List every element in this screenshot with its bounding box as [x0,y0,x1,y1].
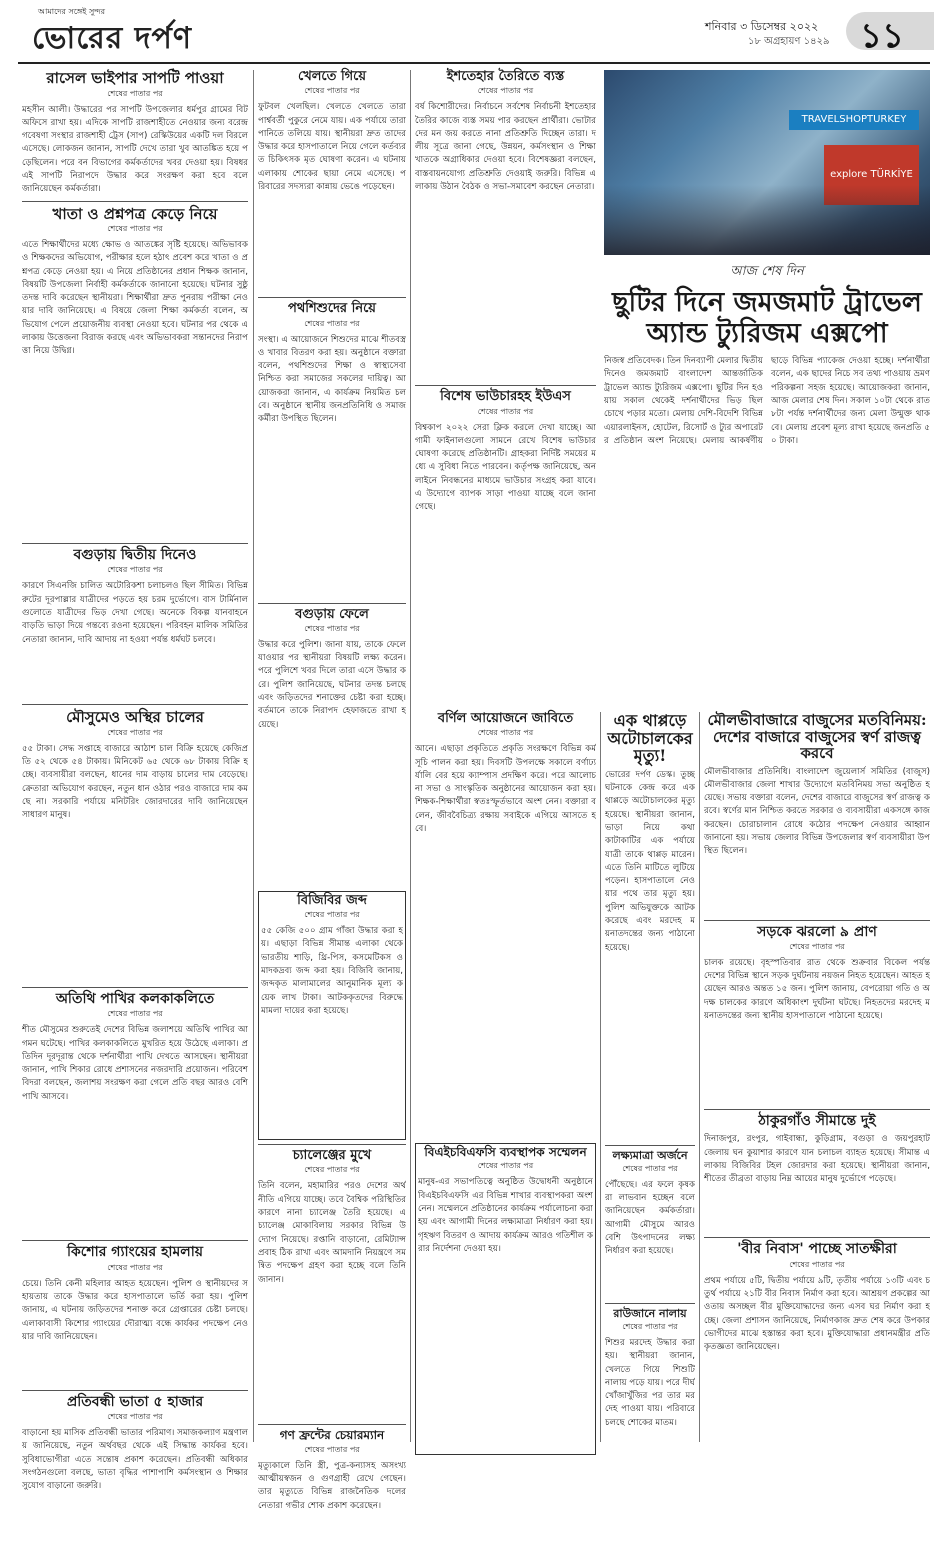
continued-label: শেষের পাতার পর [304,86,360,96]
column-rule [410,70,411,1442]
boxed-article [415,1143,596,1455]
column-4 [605,712,695,1493]
article-body: উদ্ধার করে পুলিশ। জানা যায়, তাকে ফেলে যাওয়ার পর স্থানীয়রা বিষয়টি লক্ষ্য করেন। পরে পুলিশে খবর দিলে তারা এসে উদ্ধার করে। পুলিশ জানিয়েছে, ঘটনার তদন্ত চলছে এবং জড়িতদের শনাক্তের চেষ্টা করা হচ্ছে। বর্তমানে তাকে নিরাপদ হেফাজতে রাখা হয়েছে। [258,639,406,730]
divider [258,1424,406,1425]
article-body: বিশ্বকাপ ২০২২ সেরা ক্লিক করলে দেখা যাচ্ছে। আগামী ফাইনালগুলো সামনে রেখে বিশেষ ভাউচার ঘোষণা করেছে প্রতিষ্ঠানটি। গ্রাহকরা নির্দিষ্ট সময়ের মধ্যে এ সুবিধা নিতে পারবেন। কর্তৃপক্ষ জানিয়েছে, অনলাইনে নিবন্ধনের মাধ্যমে ভাউচার সংগ্রহ করা যাবে। এ উদ্যোগে ব্যাপক সাড়া পাওয়া যাচ্ছে বলে জানা গেছে। [415,422,596,513]
divider [258,297,406,298]
continued-label: শেষের পাতার পর [477,1161,534,1171]
article-body: বাড়ানো হয় মাসিক প্রতিবন্ধী ভাতার পরিমাণ। সমাজকল্যাণ মন্ত্রণালয় জানিয়েছে, নতুন অর্থবছর থেকে এই সিদ্ধান্ত কার্যকর হবে। সুবিধাভোগীরা এতে সন্তোষ প্রকাশ করেছেন। প্রতিবন্ধী অধিকার সংগঠনগুলো বলছে, ভাতা বৃদ্ধির পাশাপাশি কর্মসংস্থান ও শিক্ষার সুযোগ বাড়ানো জরুরি। [22,1428,248,1492]
article-body: আনে। এছাড়া প্রকৃতিতে প্রকৃতি সংরক্ষণে বিভিন্ন কর্মসূচি পালন করা হয়। দিবসটি উপলক্ষে সকালে বর্ণাঢ্য র্যালি বের হয়ে ক্যাম্পাস প্রদক্ষিণ করে। পরে আলোচনা সভা ও সাংস্কৃতিক অনুষ্ঠানের আয়োজন করা হয়। শিক্ষক-শিক্ষার্থীরা স্বতঃস্ফূর্তভাবে অংশ নেন। বক্তারা বলেন, জীববৈচিত্র্য রক্ষায় সবাইকে এগিয়ে আসতে হবে। [415,744,596,835]
article-body: সংস্থা। এ আয়োজনে শিশুদের মাঝে শীতবস্ত্র ও খাবার বিতরণ করা হয়। অনুষ্ঠানে বক্তারা বলেন, পথশিশুদের শিক্ষা ও স্বাস্থ্যসেবা নিশ্চিত করা সমাজের সকলের দায়িত্ব। আয়োজকরা জানান, এ কার্যক্রম নিয়মিত চলবে। অনুষ্ঠানে স্থানীয় জনপ্রতিনিধি ও সমাজকর্মীরা উপস্থিত ছিলেন। [258,334,406,425]
headline: পথশিশুদের নিয়ে [288,301,376,317]
continued-label: শেষের পাতার পর [107,88,163,98]
headline: লক্ষ্যমাত্রা অর্জনে [612,1148,688,1162]
masthead-divider [18,62,930,64]
divider [22,987,248,988]
lead-body: নিজস্ব প্রতিবেদক। তিন দিনব্যাপী মেলার দ্বিতীয় দিনেও জমজমাট বাংলাদেশ আন্তর্জাতিক ট্রাভেল অ্যান্ড ট্যুরিজম এক্সপো। ছুটির দিন হওয়ায় সকাল থেকেই দর্শনার্থীদের ভিড় ছিল চোখে পড়ার মতো। মেলায় দেশি-বিদেশি বিভিন্ন এয়ারলাইনস, হোটেল, রিসোর্ট ও ট্যুর অপারেটর প্রতিষ্ঠান অংশ নিয়েছে। মেলায় আকর্ষণীয় ছাড়ে বিভিন্ন প্যাকেজ দেওয়া হচ্ছে। দর্শনার্থীরা বলেন, এক ছাদের নিচে সব তথ্য পাওয়ায় ভ্রমণ পরিকল্পনা সহজ হয়েছে। আয়োজকরা জানান, আজ মেলার শেষ দিন। সকাল ১০টা থেকে রাত ৮টা পর্যন্ত দর্শনার্থীদের জন্য মেলা উন্মুক্ত থাকবে। মেলায় প্রবেশ মূল্য রাখা হয়েছে জনপ্রতি ৫০ টাকা। [604,356,930,446]
continued-label: শেষের পাতার পর [622,1163,678,1173]
continued-label: শেষের পাতার পর [107,224,163,233]
article-body: ৫৫ টাকা। সেদ্ধ সপ্তাহে বাজারে আঠাশ চাল বিক্রি হয়েছে কেজিপ্রতি ৫২ থেকে ৫৪ টাকায়। মিনিকেট ৬৫ থেকে ৬৮ টাকায় বিক্রি হচ্ছে। ব্যবসায়ীরা বলছেন, ধানের দাম বাড়ায় চালের দাম বেড়েছে। ক্রেতারা অভিযোগ করছেন, নতুন ধান ওঠার পরও বাজারে দাম কমছে না। সরকারি পর্যায়ে মনিটরিং জোরদারের দাবি জানিয়েছেন সাধারণ মানুষ। [22,743,248,821]
headline: এক থাপ্পড়ে অটোচালকের মৃত্যু! [607,711,693,766]
continued-label: শেষের পাতার পর [477,86,534,96]
headline: ঠাকুরগাঁও সীমান্তে দুই [758,1112,876,1129]
headline: খেলতে গিয়ে [297,69,367,84]
headline: বিএইচবিএফসি ব্যবস্থাপক সম্মেলন [424,1145,587,1160]
divider [704,1237,930,1238]
article-body: শিশুর মরদেহ উদ্ধার করা হয়। স্থানীয়রা জানান, খেলতে গিয়ে শিশুটি নালায় পড়ে যায়। পরে দীর্ঘ খোঁজাখুঁজির পর তার মরদেহ পাওয়া যায়। পরিবারে চলছে শোকের মাতম। [605,1337,695,1428]
column-rule [699,712,700,1442]
article-body: চেয়ে। তিনি কেনী মহিলার আহত হয়েছেন। পুলিশ ও স্থানীয়দের সহায়তায় তাকে উদ্ধার করে হাসপাতালে ভর্তি করা হয়। পুলিশ জানায়, এ ঘটনায় জড়িতদের শনাক্ত করে গ্রেপ্তারের চেষ্টা চলছে। এলাকাবাসী কিশোর গ্যাংয়ের দৌরাত্ম্য বন্ধে কার্যকর পদক্ষেপ নেওয়ার দাবি জানিয়েছেন। [22,1278,248,1342]
divider [22,1240,248,1241]
lead-headline: ছুটির দিনে জমজমাট ট্রাভেল অ্যান্ড ট্যুরিজম এক্সপো [612,287,922,350]
divider [704,920,930,921]
newspaper-logo: ভোরের দর্পণ [32,21,192,56]
continued-label: শেষের পাতার পর [304,910,360,920]
continued-label: শেষের পাতার পর [304,1444,360,1454]
headline: বগুড়ায় ফেলে [295,606,369,622]
divider [258,603,406,604]
headline: রাউজানে নালায় [613,1306,687,1320]
continued-label: শেষের পাতার পর [789,941,845,951]
headline: রাসেল ভাইপার সাপটি পাওয়া [46,69,224,87]
column-rule [600,712,601,1442]
date-bangla: ১৮ অগ্রহায়ণ ১৪২৯ [748,36,830,47]
headline: অতিথি পাখির কলকাকলিতে [55,990,215,1007]
article-body: মৃত্যুকালে তিনি স্ত্রী, পুত্র-কন্যাসহ অসংখ্য আত্মীয়স্বজন ও গুণগ্রাহী রেখে গেছেন। তার মৃত্যুতে বিভিন্ন রাজনৈতিক দলের নেতারা গভীর শোক প্রকাশ করেছেন। [258,1460,406,1511]
column-3 [415,70,596,690]
article-body: মহসীন আলী। উদ্ধারের পর সাপটি উপজেলার ধর্মপুর গ্রামের বিট অফিসে রাখা হয়। এদিকে সাপটি রাজশাহীতে নেওয়ার জন্য বরেন্দ্র গবেষণা সংস্থার রাজশাহী ট্রেস (সাপ) রেস্কিউয়ের একটি দল বিরলে এসেছে। লোকজন জানান, সাপটি দেখে তারা খুব আতঙ্কিত হয়ে পড়েছিলেন। পরে বন বিভাগের কর্মকর্তাদের খবর দেওয়া হয়। বিষধর এই সাপটি নিরাপদে উদ্ধার করে সংরক্ষণ করা হবে বলে জানিয়েছেন কর্মকর্তারা। [22,104,248,195]
continued-label: শেষের পাতার পর [477,406,534,416]
continued-label: শেষের পাতার পর [107,565,163,575]
headline: মৌসুমেও অস্থির চালের [66,708,204,727]
masthead [0,0,945,60]
tagline: আমাদের সঙ্গেই সুন্দর [38,7,106,16]
article-body: বর্ষ কিশোরীদের। নির্বাচনে সর্বশেষ নির্বাচনী ইশতেহার তৈরির কাজে ব্যস্ত সময় পার করছেন প্রার্থীরা। ভোটারদের মন জয় করতে নানা প্রতিশ্রুতি দিচ্ছেন তারা। দলীয় সূত্রে জানা গেছে, উন্নয়ন, কর্মসংস্থান ও শিক্ষা খাতকে অগ্রাধিকার দেওয়া হবে। বিশেষজ্ঞরা বলছেন, বাস্তবায়নযোগ্য প্রতিশ্রুতি দেওয়াই জরুরি। বিভিন্ন এলাকায় উঠান বৈঠক ও সভা-সমাবেশ করছেন নেতারা। [415,102,596,193]
headline: বর্ণিল আয়োজনে জাবিতে [437,711,574,726]
divider [704,1109,930,1110]
column-3-lower [415,712,596,1455]
lead-story [604,262,930,675]
article-body: ফুটবল খেলছিল। খেলতে খেলতে তারা পার্শ্ববর্তী পুকুরে নেমে যায়। এক পর্যায়ে তারা পানিতে তলিয়ে যায়। স্থানীয়রা দ্রুত তাদের উদ্ধার করে হাসপাতালে নিয়ে গেলে কর্তব্যরত চিকিৎসক মৃত ঘোষণা করেন। এ ঘটনায় এলাকায় শোকের ছায়া নেমে এসেছে। পরিবারের সদস্যরা কান্নায় ভেঙে পড়েছেন। [258,102,406,193]
divider [415,385,596,386]
continued-label: শেষের পাতার পর [304,1165,360,1175]
divider [22,543,248,544]
continued-label: শেষের পাতার পর [107,1262,163,1272]
continued-label: শেষের পাতার পর [622,1321,678,1331]
column-5 [704,712,930,1475]
divider [22,704,248,705]
headline: সড়কে ঝরলো ৯ প্রাণ [757,923,877,940]
article-body: প্রথম পর্যায়ে ৫টি, দ্বিতীয় পর্যায়ে ৯টি, তৃতীয় পর্যায়ে ১৩টি এবং চতুর্থ পর্যায়ে ২১টি বীর নিবাস নির্মাণ করা হবে। আশ্রয়ণ প্রকল্পের আওতায় অসচ্ছল বীর মুক্তিযোদ্ধাদের জন্য এসব ঘর নির্মাণ করা হচ্ছে। জেলা প্রশাসন জানিয়েছে, নির্মাণকাজ দ্রুত শেষ করে উপকারভোগীদের মাঝে হস্তান্তর করা হবে। মুক্তিযোদ্ধারা প্রধানমন্ত্রীর প্রতি কৃতজ্ঞতা জানিয়েছেন। [704,1275,930,1353]
page-number: ১১ [860,16,905,56]
continued-label: শেষের পাতার পর [107,1412,163,1422]
article-body: এতে শিক্ষার্থীদের মধ্যে ক্ষোভ ও আতঙ্কের সৃষ্টি হয়েছে। অভিভাবক ও শিক্ষকদের অভিযোগ, পরীক্ষার হলে হঠাৎ প্রবেশ করে খাতা ও প্রশ্নপত্র কেড়ে নেওয়া হয়। এ নিয়ে প্রতিষ্ঠানের প্রধান শিক্ষক জানান, বিষয়টি উপজেলা নির্বাহী কর্মকর্তাকে জানানো হয়েছে। ঘটনার সুষ্ঠু তদন্ত দাবি করেছেন স্থানীয়রা। শিক্ষার্থীরা দ্রুত পুনরায় পরীক্ষা নেওয়ার দাবি জানিয়েছে। এ বিষয়ে জেলা শিক্ষা কর্মকর্তা বলেন, অভিযোগ পেলে প্রয়োজনীয় ব্যবস্থা নেওয়া হবে। ঘটনার পর থেকে এলাকায় উত্তেজনা বিরাজ করছে এবং অভিভাবকরা সন্তানদের নিরাপত্তা নিয়ে উদ্বিগ্ন। [22,240,248,357]
divider [605,1145,695,1146]
headline: প্রতিবন্ধী ভাতা ৫ হাজার [66,1393,204,1410]
headline: খাতা ও প্রশ্নপত্র কেড়ে নিয়ে [52,204,218,223]
column-1 [22,70,248,1547]
divider [605,1303,695,1304]
article-body: চালক রয়েছে। বৃহস্পতিবার রাত থেকে শুক্রবার বিকেল পর্যন্ত দেশের বিভিন্ন স্থানে সড়ক দুর্ঘটনায় নয়জন নিহত হয়েছেন। আহত হয়েছেন আরও অন্তত ১৫ জন। পুলিশ জানায়, বেপরোয়া গতি ও অদক্ষ চালকের কারণে অধিকাংশ দুর্ঘটনা ঘটছে। নিহতদের মরদেহ ময়নাতদন্তের জন্য স্থানীয় হাসপাতালে পাঠানো হয়েছে। [704,957,930,1022]
photo-banner: TRAVELSHOPTURKEY [789,110,919,130]
headline: গণ ফ্রন্টের চেয়ারম্যান [279,1428,385,1443]
article-body: পৌঁছেছে। এর ফলে কৃষকরা লাভবান হচ্ছেন বলে জানিয়েছেন কর্মকর্তারা। আগামী মৌসুমে আরও বেশি উৎপাদনের লক্ষ্য নির্ধারণ করা হয়েছে। [605,1179,695,1257]
headline: কিশোর গ্যাংয়ের হামলায় [66,1244,204,1261]
headline: বিজিবির জব্দ [297,892,367,908]
article-body: কারণে সিএনজি চালিত অটোরিকশা চলাচলও ছিল সীমিত। বিভিন্ন রুটের দূরপাল্লার যাত্রীদের পড়তে হয় চরম দুর্ভোগে। বাস টার্মিনালগুলোতে যাত্রীদের ভিড় দেখা গেছে। অনেকে বিকল্প যানবাহনে বাড়তি ভাড়া দিয়ে গন্তব্যে রওনা হয়েছেন। পরিবহন মালিক সমিতির নেতারা জানান, দাবি আদায় না হওয়া পর্যন্ত ধর্মঘট চলবে। [22,581,248,645]
divider [22,1390,248,1391]
continued-label: শেষের পাতার পর [304,318,360,328]
headline: ইশতেহার তৈরিতে ব্যস্ত [446,69,565,84]
continued-label: শেষের পাতার পর [304,623,360,633]
article-body: ভোরের দর্পণ ডেস্ক। তুচ্ছ ঘটনাকে কেন্দ্র করে এক থাপ্পড়ে অটোচালকের মৃত্যু হয়েছে। স্থানীয়রা জানান, ভাড়া নিয়ে কথা কাটাকাটির এক পর্যায়ে যাত্রী তাকে থাপ্পড় মারেন। এতে তিনি মাটিতে লুটিয়ে পড়েন। হাসপাতালে নেওয়ার পথে তার মৃত্যু হয়। পুলিশ অভিযুক্তকে আটক করেছে এবং মরদেহ ময়নাতদন্তের জন্য পাঠানো হয়েছে। [605,769,695,953]
column-rule [253,70,254,1442]
divider [258,1144,406,1145]
headline: বিশেষ ভাউচারহহ ইউএস [440,389,571,405]
article-body: শীত মৌসুমের শুরুতেই দেশের বিভিন্ন জলাশয়ে অতিথি পাখির আগমন ঘটেছে। পাখির কলকাকলিতে মুখরিত হয়ে উঠেছে এলাকা। প্রতিদিন দূরদূরান্ত থেকে দর্শনার্থীরা পাখি দেখতে আসছেন। স্থানীয়রা জানান, পাখি শিকার রোধে প্রশাসনের নজরদারি প্রয়োজন। পরিবেশবিদরা বলছেন, জলাশয় সংরক্ষণ করা গেলে প্রতি বছর আরও বেশি পাখি আসবে। [22,1025,248,1102]
divider [22,201,248,202]
article-body: তিনি বলেন, মহামারির পরও দেশের অর্থনীতি এগিয়ে যাচ্ছে। তবে বৈশ্বিক পরিস্থিতির কারণে নানা চ্যালেঞ্জ তৈরি হয়েছে। এ চ্যালেঞ্জ মোকাবিলায় সরকার বিভিন্ন উদ্যোগ নিয়েছে। রপ্তানি বাড়ানো, রেমিট্যান্স প্রবাহ ঠিক রাখা এবং আমদানি নিয়ন্ত্রণে সমন্বিত পদক্ষেপ গ্রহণ করা হচ্ছে বলে তিনি জানান। [258,1181,406,1285]
headline: চ্যালেঞ্জের মুখে [292,1148,372,1164]
continued-label: শেষের পাতার পর [107,727,163,737]
continued-label: শেষের পাতার পর [789,1259,845,1269]
date-english: শনিবার ৩ ডিসেম্বর ২০২২ [705,20,819,33]
expo-photo [604,70,930,255]
article-body: মৌলভীবাজার প্রতিনিধি। বাংলাদেশ জুয়েলার্স সমিতির (বাজুস) মৌলভীবাজার জেলা শাখার উদ্যোগে মতবিনিময় সভা অনুষ্ঠিত হয়েছে। সভায় বক্তারা বলেন, দেশের বাজারে বাজুসের স্বর্ণ রাজত্ব করবে। স্বর্ণের মান নিশ্চিত করতে সরকার ও ব্যবসায়ীরা একসঙ্গে কাজ করছেন। চোরাচালান রোধে কঠোর পদক্ষেপ নেওয়ার আহ্বান জানানো হয়। সভায় জেলার বিভিন্ন উপজেলার স্বর্ণ ব্যবসায়ীরা উপস্থিত ছিলেন। [704,766,930,857]
kicker: আজ শেষ দিন [730,264,804,279]
article-body: ৫৫ কেজি ৫০০ গ্রাম গাঁজা উদ্ধার করা হয়। এছাড়া বিভিন্ন সীমান্ত এলাকা থেকে ভারতীয় শাড়ি, থ্রি-পিস, কসমেটিকস ও মাদকদ্রব্য জব্দ করা হয়। বিজিবি জানায়, জব্দকৃত মালামালের আনুমানিক মূল্য কয়েক লাখ টাকা। আটককৃতদের বিরুদ্ধে মামলা দায়ের করা হয়েছে। [261,926,403,1016]
column-2 [258,70,406,1560]
headline: 'বীর নিবাস' পাচ্ছে সাতক্ষীরা [737,1241,897,1258]
crowd-shadow [604,185,930,255]
continued-label: শেষের পাতার পর [477,728,534,738]
article-body: দিনাজপুর, রংপুর, গাইবান্ধা, কুড়িগ্রাম, বগুড়া ও জয়পুরহাট জেলায় ঘন কুয়াশার কারণে যান চলাচল ব্যাহত হয়েছে। সীমান্ত এলাকায় বিজিবির টহল জোরদার করা হয়েছে। স্থানীয়রা জানান, শীতের তীব্রতা বাড়ায় নিম্ন আয়ের মানুষ দুর্ভোগে পড়েছে। [704,1134,930,1185]
boxed-article [258,891,406,1140]
photo-banner: explore TÜRKİYE [824,145,919,205]
headline: বগুড়ায় দ্বিতীয় দিনেও [73,547,197,563]
article-body: মানুষ-এর সভাপতিত্বে অনুষ্ঠিত উদ্বোধনী অনুষ্ঠানে বিএইচবিএফসি এর বিভিন্ন শাখার ব্যবস্থাপকরা অংশ নেন। সম্মেলনে প্রতিষ্ঠানের কার্যক্রম পর্যালোচনা করা হয় এবং আগামী দিনের লক্ষ্যমাত্রা নির্ধারণ করা হয়। গৃহঋণ বিতরণ ও আদায় কার্যক্রম আরও গতিশীল করার নির্দেশনা দেওয়া হয়। [418,1177,593,1254]
headline: মৌলভীবাজারে বাজুসের মতবিনিময়: দেশের বাজারে বাজুসের স্বর্ণ রাজত্ব করবে [707,711,927,762]
continued-label: শেষের পাতার পর [107,1009,163,1019]
